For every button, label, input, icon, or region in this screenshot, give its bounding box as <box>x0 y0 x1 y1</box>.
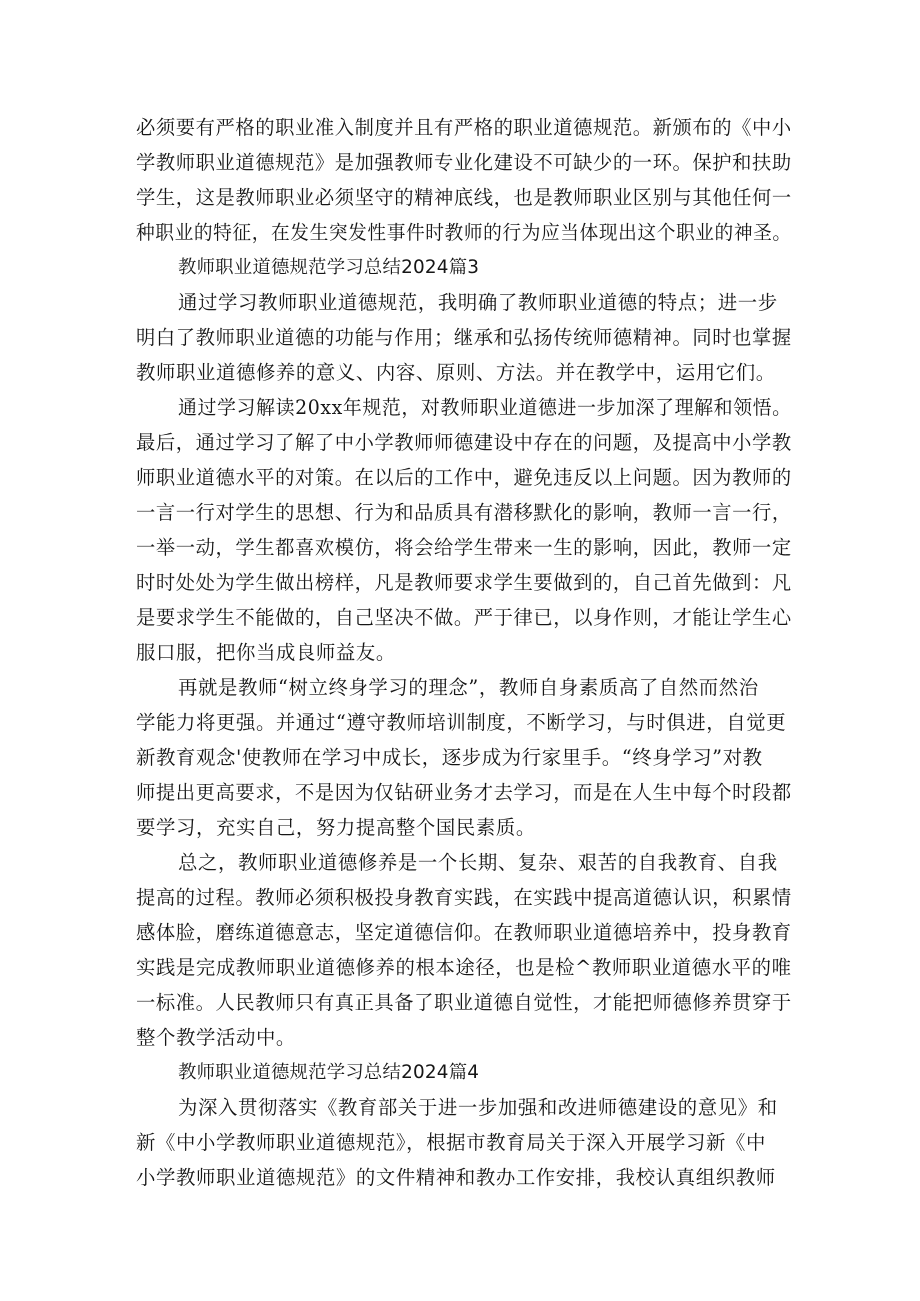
section-heading: 教师职业道德规范学习总结2024篇4 <box>178 1062 480 1083</box>
text-line: 小学教师职业道德规范》的文件精神和教办工作安排，我校认真组织教师 <box>136 1166 776 1189</box>
text-line: 感体脸，磨练道德意志，坚定道德信仰。在教师职业道德培养中，投身教育 <box>136 921 792 944</box>
text-line: 教师职业道德修养的意义、内容、原则、方法。并在教学中，运用它们。 <box>136 361 776 384</box>
section-heading: 教师职业道德规范学习总结2024篇3 <box>178 257 480 278</box>
text-line: 为深入贯彻落实《教育部关于进一步加强和改进师德建设的意见》和 <box>178 1096 778 1119</box>
text-line: 服口服，把你当成良师益友。 <box>136 641 396 664</box>
text-line: 要学习，充实自己，努力提高整个国民素质。 <box>136 816 536 839</box>
text-line: 总之，教师职业道德修养是一个长期、复杂、艰苦的自我教育、自我 <box>178 851 778 874</box>
text-line: 学教师职业道德规范》是加强教师专业化建设不可缺少的一环。保护和扶助 <box>136 151 792 174</box>
text-line: 时时处处为学生做出榜样，凡是教师要求学生要做到的，自己首先做到：凡 <box>136 571 792 594</box>
text-line: 学能力将更强。并通过“遵守教师培训制度，不断学习，与时俱进，自觉更 <box>136 711 787 734</box>
text-line: 师职业道德水平的对策。在以后的工作中，避免违反以上问题。因为教师的 <box>136 466 792 489</box>
text-line: 明白了教师职业道德的功能与作用；继承和弘扬传统师德精神。同时也掌握 <box>136 326 792 349</box>
text-line: 是要求学生不能做的，自己坚决不做。严于律已，以身作则，才能让学生心 <box>136 606 792 629</box>
text-line: 一举一动，学生都喜欢模仿，将会给学生带来一生的影响，因此，教师一定 <box>136 536 792 559</box>
text-line: 最后，通过学习了解了中小学教师师德建设中存在的问题，及提高中小学教 <box>136 431 792 454</box>
text-line: 种职业的特征，在发生突发性事件时教师的行为应当体现出这个职业的神圣。 <box>136 221 792 244</box>
text-line: 再就是教师“树立终身学习的理念”，教师自身素质高了自然而然治 <box>178 676 759 699</box>
text-line: 师提出更高要求，不是因为仅钻研业务才去学习，而是在人生中每个时段都 <box>136 781 792 804</box>
text-line: 学生，这是教师职业必须坚守的精神底线，也是教师职业区别与其他任何一 <box>136 186 792 209</box>
text-line: 必须要有严格的职业准入制度并且有严格的职业道德规范。新颁布的《中小 <box>136 116 792 139</box>
text-line: 提高的过程。教师必须积极投身教育实践，在实践中提高道德认识，积累情 <box>136 886 792 909</box>
text-line: 通过学习解读20xx年规范，对教师职业道德进一步加深了理解和领悟。 <box>178 396 792 419</box>
text-line: 一标准。人民教师只有真正具备了职业道德自觉性，才能把师德修养贯穿于 <box>136 991 792 1014</box>
text-line: 实践是完成教师职业道德修养的根本途径，也是检^教师职业道德水平的唯 <box>136 956 792 979</box>
text-line: 通过学习教师职业道德规范，我明确了教师职业道德的特点；进一步 <box>178 291 778 314</box>
text-line: 一言一行对学生的思想、行为和品质具有潜移默化的影响，教师一言一行， <box>136 501 792 524</box>
text-line: 新《中小学教师职业道德规范》，根据市教育局关于深入开展学习新《中 <box>136 1131 766 1154</box>
text-line: 新教育观念'使教师在学习中成长，逐步成为行家里手。“终身学习”对教 <box>136 746 763 769</box>
text-line: 整个教学活动中。 <box>136 1026 296 1049</box>
